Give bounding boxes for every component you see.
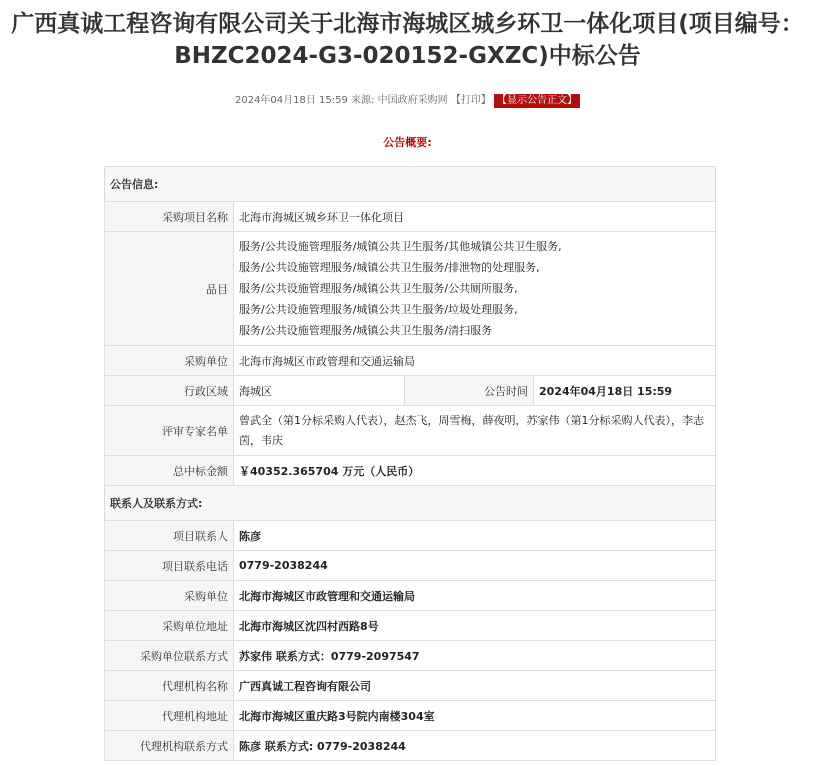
summary-label: 公告概要: (383, 136, 432, 149)
print-link[interactable]: 【打印】 (450, 95, 491, 106)
table-row (105, 701, 716, 731)
purchaser-value: 北海市海城区市政管理和交通运输局 (234, 346, 716, 376)
agency-name-value: 广西真诚工程咨询有限公司 (234, 671, 716, 701)
table-row (105, 232, 716, 346)
publish-time-value: 2024年04月18日 15:59 (534, 376, 716, 406)
table-row (105, 581, 716, 611)
table-row (105, 456, 716, 486)
region-value: 海城区 (234, 376, 405, 406)
table-row (105, 641, 716, 671)
project-contact-value: 陈彦 (234, 521, 716, 551)
project-name-value: 北海市海城区城乡环卫一体化项目 (234, 202, 716, 232)
table-row (105, 551, 716, 581)
contact-purchaser-value: 北海市海城区市政管理和交通运输局 (234, 581, 716, 611)
table-row (105, 406, 716, 456)
table-row (105, 167, 716, 202)
amount-value: ￥40352.365704 万元（人民币） (234, 456, 716, 486)
purchaser-address-value: 北海市海城区沈四村西路8号 (234, 611, 716, 641)
item-line: 服务/公共设施管理服务/城镇公共卫生服务/排泄物的处理服务, (239, 261, 540, 274)
section-announcement-info: 公告信息: (105, 167, 716, 202)
agency-address-value: 北海市海城区重庆路3号院内南楼304室 (234, 701, 716, 731)
items-value (234, 232, 716, 346)
experts-value: 曾武全（第1分标采购人代表），赵杰飞，周雪梅，薛夜明，苏家伟（第1分标采购人代表），李志茵，韦庆 (234, 406, 716, 456)
show-body-button[interactable]: 【显示公告正文】 (494, 94, 580, 108)
page-title (0, 8, 815, 72)
table-row (105, 486, 716, 521)
table-row (105, 611, 716, 641)
section-contact-info: 联系人及联系方式: (105, 486, 716, 521)
item-line: 服务/公共设施管理服务/城镇公共卫生服务/清扫服务 (239, 324, 493, 337)
item-line: 服务/公共设施管理服务/城镇公共卫生服务/垃圾处理服务, (239, 303, 518, 316)
amount-label: 总中标金额 (105, 456, 234, 486)
agency-address-label: 代理机构地址 (105, 701, 234, 731)
publish-time-label: 公告时间 (405, 376, 534, 406)
project-name-label: 采购项目名称 (105, 202, 234, 232)
table-row (105, 346, 716, 376)
project-phone-label: 项目联系电话 (105, 551, 234, 581)
table-row (105, 376, 716, 406)
contact-purchaser-label: 采购单位 (105, 581, 234, 611)
table-row (105, 731, 716, 761)
page-title-line2: BHZC2024-G3-020152-GXZC)中标公告 (174, 43, 641, 69)
agency-contact-label: 代理机构联系方式 (105, 731, 234, 761)
publish-datetime: 2024年04月18日 15:59 (234, 95, 348, 106)
source-name: 中国政府采购网 (377, 95, 448, 106)
item-line: 服务/公共设施管理服务/城镇公共卫生服务/其他城镇公共卫生服务, (239, 240, 562, 253)
agency-name-label: 代理机构名称 (105, 671, 234, 701)
experts-label: 评审专家名单 (105, 406, 234, 456)
source-label: 来源: (351, 95, 375, 106)
table-row (105, 202, 716, 232)
purchaser-address-label: 采购单位地址 (105, 611, 234, 641)
table-row (105, 671, 716, 701)
items-label: 品目 (105, 232, 234, 346)
item-line: 服务/公共设施管理服务/城镇公共卫生服务/公共厕所服务, (239, 282, 518, 295)
agency-contact-value: 陈彦 联系方式: 0779-2038244 (234, 731, 716, 761)
purchaser-contact-value: 苏家伟 联系方式：0779-2097547 (234, 641, 716, 671)
purchaser-label: 采购单位 (105, 346, 234, 376)
page-title-line1: 广西真诚工程咨询有限公司关于北海市海城区城乡环卫一体化项目(项目编号： (11, 11, 804, 37)
table-row (105, 521, 716, 551)
project-phone-value: 0779-2038244 (234, 551, 716, 581)
announcement-table (104, 166, 716, 761)
project-contact-label: 项目联系人 (105, 521, 234, 551)
region-label: 行政区域 (105, 376, 234, 406)
purchaser-contact-label: 采购单位联系方式 (105, 641, 234, 671)
meta-bar (0, 93, 815, 109)
